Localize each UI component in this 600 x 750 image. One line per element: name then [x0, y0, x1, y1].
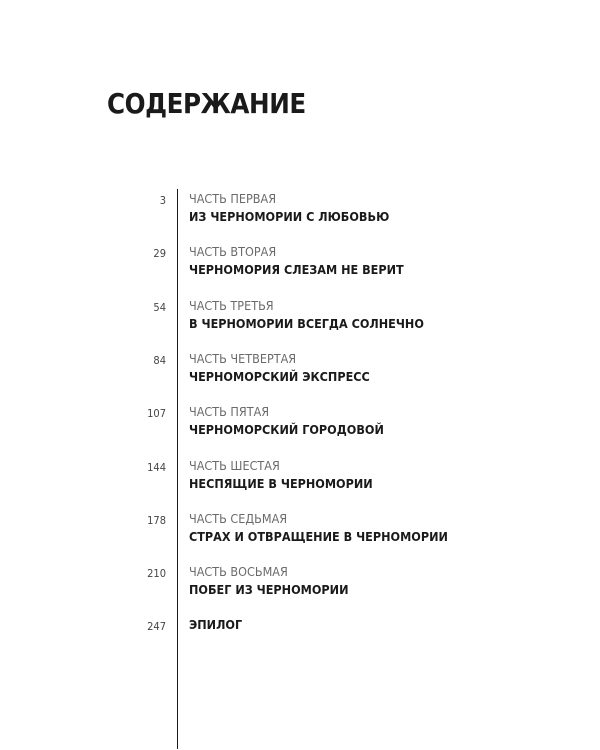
toc-page-number: 29 [153, 247, 166, 261]
toc-page-number: 210 [147, 567, 166, 581]
toc-entry[interactable] [0, 351, 600, 401]
page-title: СОДЕРЖАНИЕ [107, 87, 306, 120]
toc-part-label: ЧАСТЬ ПЕРВАЯ [189, 191, 277, 206]
toc-chapter-title: ЧЕРНОМОРСКИЙ ГОРОДОВОЙ [189, 422, 384, 438]
toc-chapter-title: СТРАХ И ОТВРАЩЕНИЕ В ЧЕРНОМОРИИ [189, 528, 448, 544]
toc-page-number: 3 [159, 194, 166, 207]
toc-chapter-title: В ЧЕРНОМОРИИ ВСЕГДА СОЛНЕЧНО [189, 315, 424, 331]
toc-part-label: ЧАСТЬ ВТОРАЯ [189, 244, 277, 260]
toc-entry[interactable] [0, 564, 600, 614]
toc-chapter-title: ИЗ ЧЕРНОМОРИИ С ЛЮБОВЬЮ [189, 209, 390, 224]
toc-part-label: ЧАСТЬ ВОСЬМАЯ [189, 564, 288, 580]
toc-chapter-title: ПОБЕГ ИЗ ЧЕРНОМОРИИ [189, 582, 349, 598]
toc-page-number: 178 [147, 513, 166, 527]
toc-entry[interactable] [0, 191, 600, 241]
toc-entry[interactable] [0, 458, 600, 508]
toc-part-label: ЧАСТЬ ШЕСТАЯ [189, 457, 280, 473]
toc-part-label: ЧАСТЬ ЧЕТВЕРТАЯ [189, 350, 297, 366]
toc-entry[interactable] [0, 244, 600, 294]
toc-entry[interactable] [0, 404, 600, 454]
toc-entry[interactable] [0, 511, 600, 561]
toc-page-number: 107 [147, 407, 166, 421]
toc-entry[interactable] [0, 617, 600, 667]
toc-chapter-title: ЧЕРНОМОРСКИЙ ЭКСПРЕСС [189, 368, 370, 384]
toc-chapter-title: НЕСПЯЩИЕ В ЧЕРНОМОРИИ [189, 475, 373, 491]
toc-page-number: 54 [153, 300, 166, 314]
toc-page-number: 247 [147, 620, 166, 634]
toc-part-label: ЧАСТЬ ТРЕТЬЯ [189, 297, 274, 313]
toc-page-number: 144 [147, 460, 166, 474]
toc-entry[interactable] [0, 298, 600, 348]
toc-chapter-title: ЧЕРНОМОРИЯ СЛЕЗАМ НЕ ВЕРИТ [189, 262, 404, 278]
toc-part-label: ЧАСТЬ ПЯТАЯ [189, 404, 270, 420]
toc-chapter-title: ЭПИЛОГ [189, 617, 243, 633]
toc-part-label: ЧАСТЬ СЕДЬМАЯ [189, 510, 288, 526]
toc-page-number: 84 [153, 353, 166, 367]
